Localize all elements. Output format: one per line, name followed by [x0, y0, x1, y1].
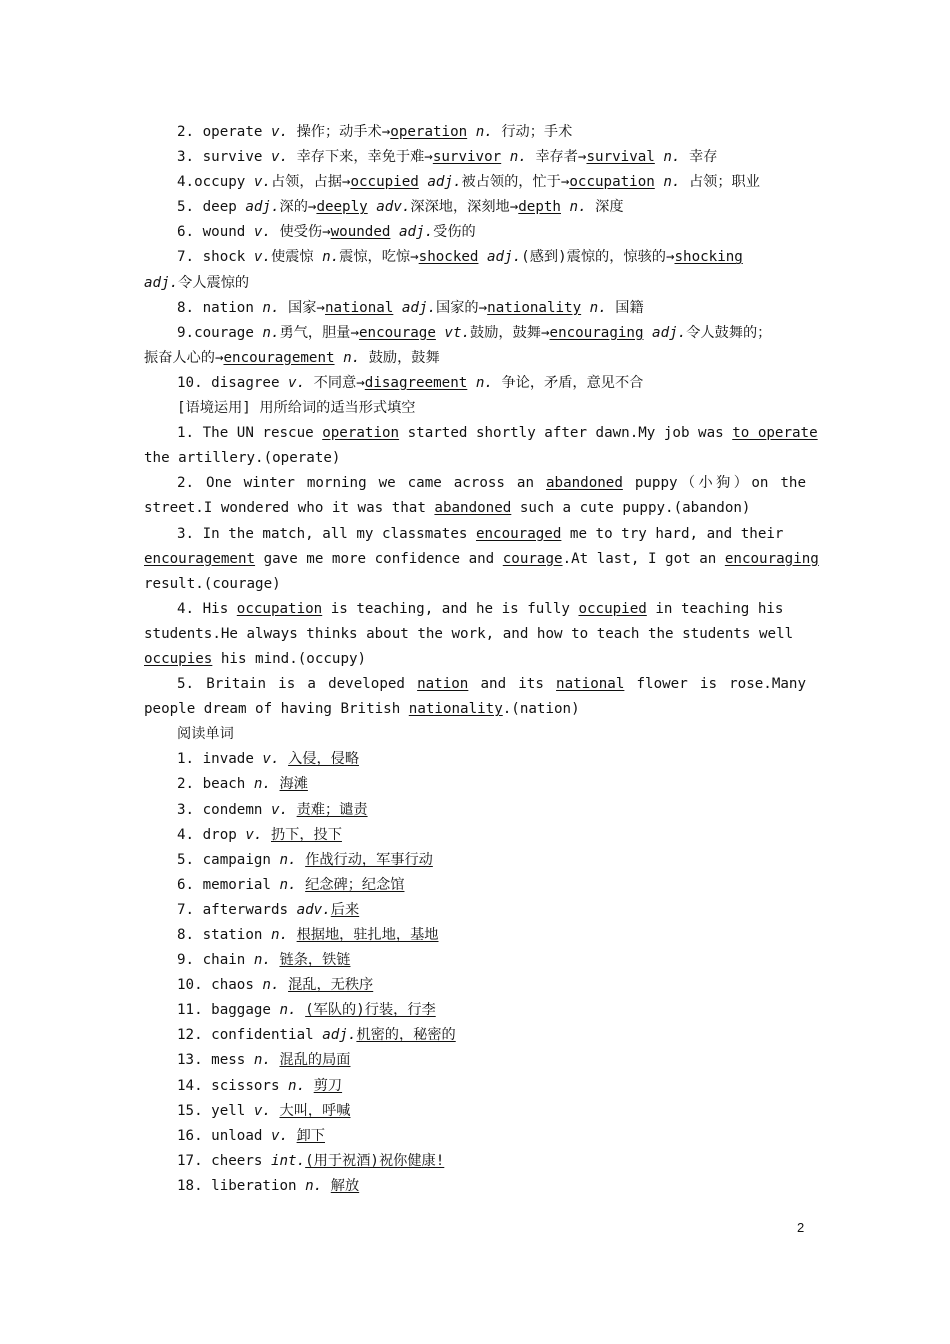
document-body [144, 120, 819, 1199]
part-of-speech: n. [262, 977, 280, 994]
text-segment [288, 1128, 297, 1144]
answer-blank: 入侵，侵略 [288, 751, 360, 768]
part-of-speech: n. [270, 927, 289, 943]
text-segment: puppy（小狗）on the [622, 475, 807, 492]
text-segment: 争论，矛盾，意见不合 [492, 374, 644, 391]
text-segment: 10. disagree [177, 374, 289, 391]
text-segment: and its [468, 676, 557, 693]
text-segment: his mind.(occupy) [212, 650, 367, 667]
text-segment [561, 199, 570, 215]
text-segment: 14. scissors [177, 1077, 289, 1094]
answer-blank: 大叫，呼喊 [279, 1102, 351, 1119]
answer-blank: operation [390, 124, 468, 140]
text-segment: 深的→ [279, 199, 317, 216]
text-segment [297, 852, 306, 868]
text-segment: such a cute puppy.(abandon) [511, 500, 751, 517]
answer-blank: 作战行动，军事行动 [305, 851, 433, 868]
text-line [144, 371, 806, 396]
text-segment: result.(courage) [144, 575, 281, 592]
text-segment: .At last, I got an [562, 550, 725, 567]
text-line [144, 1124, 806, 1149]
text-segment [297, 1002, 306, 1018]
text-line [144, 848, 806, 873]
text-segment: 8. nation [177, 299, 263, 316]
text-line [144, 1074, 806, 1099]
text-segment: 震惊，吃惊→ [339, 249, 419, 266]
text-segment [393, 300, 402, 316]
text-segment: 深度 [586, 199, 624, 216]
text-line [144, 798, 806, 823]
text-segment [581, 300, 590, 316]
answer-blank: (军队的)行装，行李 [305, 1002, 436, 1019]
text-segment: 2. One winter morning we came across an [177, 475, 546, 492]
text-segment: [语境运用] 用所给词的适当形式填空 [177, 400, 416, 417]
text-line [144, 446, 806, 471]
text-segment [467, 375, 476, 391]
text-segment: 深深地，深刻地→ [410, 199, 519, 216]
text-segment: 3. survive [177, 149, 271, 166]
text-segment: 不同意→ [305, 374, 365, 391]
text-line [144, 672, 806, 697]
part-of-speech: v. [270, 149, 289, 166]
part-of-speech: n. [305, 1177, 323, 1194]
text-segment: 6. memorial [177, 876, 280, 893]
text-segment: 10. chaos [177, 977, 263, 994]
answer-blank: encouraged [475, 525, 562, 542]
text-segment [297, 877, 306, 893]
answer-blank: 机密的，秘密的 [356, 1027, 456, 1044]
answer-blank: 责难；谴责 [296, 801, 368, 818]
text-segment: 18. liberation [177, 1177, 306, 1194]
text-line [144, 572, 806, 597]
page-number: 2 [797, 1220, 805, 1235]
text-line [144, 772, 806, 797]
part-of-speech: adj. [144, 274, 179, 291]
text-segment: started shortly after dawn.My job was [399, 425, 733, 442]
text-segment: the artillery.(operate) [144, 450, 341, 467]
answer-blank: 扔下，投下 [270, 826, 342, 843]
text-line [144, 973, 806, 998]
text-segment: 1. The UN rescue [177, 425, 323, 442]
answer-blank: encouraging [724, 550, 819, 567]
text-line [144, 547, 819, 572]
part-of-speech: v. [253, 174, 271, 191]
part-of-speech: int. [270, 1152, 306, 1169]
text-segment: 12. confidential [177, 1027, 323, 1044]
part-of-speech: n. [262, 299, 280, 316]
text-segment: 操作；动手术→ [288, 124, 391, 140]
answer-blank: survival [586, 149, 655, 166]
answer-blank: deeply [316, 199, 368, 216]
text-segment: 3. In the match, all my classmates [177, 525, 476, 542]
text-segment: students.He always thinks about the work, and how to teach the students well [144, 625, 794, 642]
text-segment: (感到)震惊的，惊骇的→ [521, 249, 675, 266]
text-line [144, 120, 806, 145]
text-segment [271, 776, 280, 792]
answer-blank: nationality [487, 299, 582, 316]
part-of-speech: v. [270, 124, 289, 140]
text-segment: flower is rose.Many [624, 676, 807, 693]
text-segment: 4.occupy [177, 174, 254, 191]
text-line [144, 1174, 806, 1199]
text-segment: 鼓励，鼓舞→ [470, 324, 550, 341]
answer-blank: 链条，铁链 [279, 952, 351, 969]
text-line [144, 1149, 806, 1174]
part-of-speech: n. [279, 1002, 297, 1019]
text-line [144, 471, 806, 496]
text-segment: 3. condemn [177, 801, 271, 818]
text-segment: 4. drop [177, 826, 246, 843]
part-of-speech: vt. [444, 324, 471, 341]
text-segment: 令人震惊的 [178, 274, 250, 291]
text-segment: 勇气，胆量→ [279, 324, 359, 341]
answer-blank: occupation [569, 174, 655, 191]
text-line [144, 421, 818, 446]
text-segment: 5. Britain is a developed [177, 676, 418, 693]
part-of-speech: v. [270, 1127, 289, 1144]
part-of-speech: adj. [245, 199, 280, 216]
part-of-speech: n. [279, 851, 297, 868]
answer-blank: encouragement [223, 349, 335, 366]
text-segment: 幸存下来，幸免于难→ [288, 149, 433, 166]
answer-blank: depth [518, 199, 561, 216]
text-segment: 17. cheers [177, 1152, 271, 1169]
text-segment: 5. campaign [177, 851, 280, 868]
text-line [144, 522, 806, 547]
part-of-speech: n. [262, 324, 280, 341]
answer-blank: courage [502, 550, 563, 567]
text-segment: 令人鼓舞的； [686, 324, 772, 341]
text-segment: 8. station [177, 927, 271, 943]
text-line [144, 496, 806, 521]
text-line [144, 923, 806, 948]
text-line [144, 873, 806, 898]
answer-blank: to operate [732, 425, 818, 442]
part-of-speech: n. [253, 776, 271, 793]
text-segment: 2. operate [177, 124, 271, 140]
part-of-speech: v. [245, 826, 263, 843]
text-line [144, 647, 806, 672]
text-line [144, 271, 806, 296]
answer-blank: national [556, 676, 625, 693]
answer-blank: disagreement [364, 374, 468, 391]
answer-blank: 剪刀 [313, 1077, 343, 1094]
text-line [144, 195, 806, 220]
text-line [144, 597, 806, 622]
text-segment [280, 751, 289, 767]
answer-blank: survivor [432, 149, 502, 166]
text-segment: street.I wondered who it was that [144, 500, 435, 517]
part-of-speech: n. [475, 124, 493, 140]
text-segment: 9. chain [177, 952, 254, 969]
text-segment [501, 149, 510, 165]
text-segment: 16. unload [177, 1127, 271, 1144]
text-segment: 占领，占据→ [270, 174, 351, 191]
part-of-speech: v. [253, 1102, 271, 1119]
part-of-speech: n. [253, 952, 271, 969]
answer-blank: occupies [144, 650, 213, 667]
part-of-speech: n. [253, 1052, 271, 1069]
part-of-speech: n. [569, 199, 587, 216]
part-of-speech: adv. [376, 199, 411, 216]
text-segment: 鼓励，鼓舞 [360, 349, 440, 366]
part-of-speech: v. [253, 249, 271, 266]
text-line [144, 1099, 806, 1124]
part-of-speech: adj. [487, 249, 522, 266]
part-of-speech: n. [663, 174, 681, 191]
text-segment: .(nation) [502, 701, 580, 718]
text-segment [335, 350, 344, 366]
text-segment: 行动；手术 [492, 124, 573, 140]
text-segment: in teaching his [646, 600, 784, 617]
text-segment [280, 977, 289, 993]
text-line [144, 296, 806, 321]
answer-blank: 海滩 [279, 776, 308, 793]
text-line [144, 697, 806, 722]
part-of-speech: n. [279, 876, 297, 893]
text-segment: 占领；职业 [680, 174, 760, 191]
answer-blank: encourage [359, 324, 436, 341]
part-of-speech: v. [262, 751, 280, 768]
text-segment [644, 325, 653, 341]
text-segment: 幸存者→ [526, 149, 587, 166]
text-segment [288, 802, 297, 818]
text-line [144, 220, 806, 245]
text-line [144, 722, 806, 747]
text-segment [271, 952, 280, 968]
text-segment: 阅读单词 [177, 726, 234, 743]
answer-blank: occupied [350, 174, 419, 191]
part-of-speech: adj. [652, 324, 687, 341]
part-of-speech: n. [322, 249, 340, 266]
answer-blank: encouraging [549, 324, 644, 341]
answer-blank: occupied [578, 600, 647, 617]
text-segment: 使受伤→ [270, 224, 331, 241]
answer-blank: occupation [236, 600, 323, 617]
part-of-speech: adj. [401, 299, 437, 316]
answer-blank: shocking [674, 249, 743, 266]
text-segment [288, 927, 297, 943]
part-of-speech: n. [589, 299, 607, 316]
part-of-speech: v. [288, 374, 306, 391]
text-segment: 幸存 [680, 149, 718, 166]
text-segment: 13. mess [177, 1052, 254, 1069]
answer-blank: 后来 [330, 901, 360, 918]
answer-blank: shocked [418, 249, 479, 266]
part-of-speech: v. [253, 224, 271, 241]
text-segment: 国家→ [279, 299, 325, 316]
text-segment: 15. yell [177, 1102, 254, 1119]
text-segment: 国家的→ [436, 299, 488, 316]
text-segment: 4. His [177, 600, 237, 617]
answer-blank: nationality [408, 701, 503, 718]
text-line [144, 1048, 806, 1073]
part-of-speech: adj. [398, 224, 434, 241]
answer-blank: operation [322, 425, 400, 442]
text-segment: 9.courage [177, 324, 263, 341]
text-segment [305, 1078, 314, 1094]
text-line [144, 948, 806, 973]
text-line [144, 321, 806, 346]
text-segment: 7. afterwards [177, 901, 297, 918]
answer-blank: abandoned [545, 475, 623, 492]
text-segment [322, 1178, 331, 1194]
part-of-speech: n. [475, 374, 493, 391]
text-segment: 5. deep [177, 199, 246, 216]
text-segment: 振奋人心的→ [144, 349, 224, 366]
part-of-speech: n. [663, 149, 681, 166]
part-of-speech: n. [288, 1077, 306, 1094]
text-segment: 使震惊 [270, 249, 323, 266]
text-line [144, 346, 806, 371]
text-line [144, 747, 806, 772]
answer-blank: 混乱，无秩序 [288, 977, 374, 994]
text-segment: 国籍 [606, 299, 644, 316]
answer-blank: abandoned [434, 500, 512, 517]
answer-blank: 根据地，驻扎地，基地 [296, 927, 439, 943]
text-segment [390, 224, 399, 240]
part-of-speech: n. [343, 349, 361, 366]
answer-blank: 卸下 [296, 1127, 325, 1144]
text-segment: is teaching, and he is fully [322, 600, 579, 617]
text-line [144, 170, 806, 195]
answer-blank: nation [417, 676, 469, 693]
text-segment: me to try hard, and their [561, 525, 784, 542]
text-segment: 受伤的 [433, 224, 476, 241]
answer-blank: (用于祝酒)祝你健康! [305, 1152, 445, 1169]
part-of-speech: n. [509, 149, 527, 166]
answer-blank: 纪念碑；纪念馆 [305, 876, 405, 893]
answer-blank: 解放 [330, 1177, 360, 1194]
text-line [144, 396, 806, 421]
answer-blank: wounded [330, 224, 391, 241]
text-line [144, 823, 806, 848]
text-line [144, 998, 806, 1023]
part-of-speech: adv. [296, 901, 331, 918]
text-segment [478, 249, 487, 265]
part-of-speech: adj. [427, 174, 462, 191]
text-segment: 1. invade [177, 751, 263, 768]
text-segment: people dream of having British [144, 701, 409, 718]
text-line [144, 898, 806, 923]
part-of-speech: v. [270, 801, 289, 818]
part-of-speech: adj. [322, 1027, 357, 1044]
text-segment: 11. baggage [177, 1002, 280, 1019]
answer-blank: encouragement [144, 550, 256, 567]
text-segment [262, 827, 271, 843]
text-segment [368, 199, 377, 215]
text-line [144, 145, 806, 170]
text-segment [271, 1103, 280, 1119]
text-segment: 7. shock [177, 249, 254, 266]
text-segment: 被占领的，忙于→ [461, 174, 570, 191]
text-segment [467, 124, 476, 140]
text-segment: 6. wound [177, 224, 254, 241]
text-segment [271, 1052, 280, 1068]
text-line [144, 1023, 806, 1048]
text-line [144, 245, 806, 270]
text-segment: 2. beach [177, 776, 254, 793]
text-line [144, 622, 806, 647]
answer-blank: national [324, 299, 394, 316]
answer-blank: 混乱的局面 [279, 1052, 351, 1069]
text-segment: gave me more confidence and [255, 550, 503, 567]
